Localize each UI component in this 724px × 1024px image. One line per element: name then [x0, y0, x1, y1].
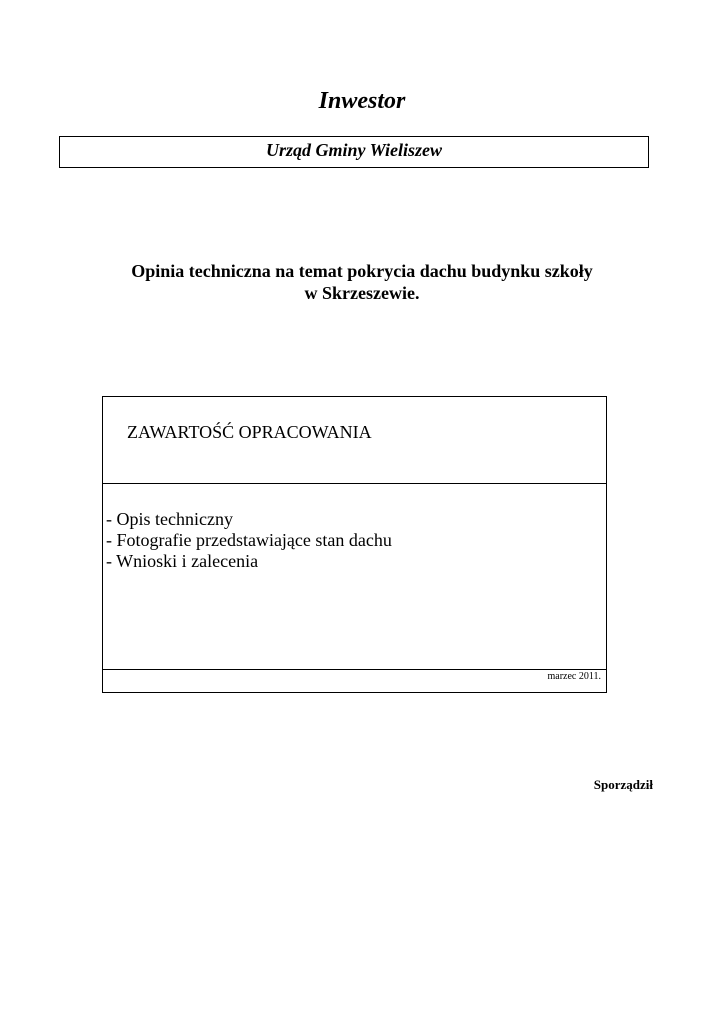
contents-heading: ZAWARTOŚĆ OPRACOWANIA: [127, 422, 372, 442]
prepared-by-label: Sporządził: [593, 777, 653, 792]
document-title-line-2: w Skrzeszewie.: [304, 283, 420, 303]
investor-name-box: [59, 136, 649, 168]
contents-table: [102, 396, 607, 693]
contents-footer-cell: [103, 669, 606, 692]
document-title: [0, 260, 724, 304]
contents-item: - Fotografie przedstawiające stan dachu: [106, 530, 392, 550]
contents-header-cell: [103, 397, 606, 484]
investor-heading: Inwestor: [318, 88, 406, 114]
investor-name: Urząd Gminy Wieliszew: [265, 140, 443, 160]
contents-list: [106, 509, 392, 572]
document-title-line-1: Opinia techniczna na temat pokrycia dachu budynku szkoły: [131, 261, 593, 281]
contents-item: - Opis techniczny: [106, 509, 233, 529]
contents-item: - Wnioski i zalecenia: [106, 551, 259, 571]
date-label: marzec 2011.: [547, 671, 601, 682]
